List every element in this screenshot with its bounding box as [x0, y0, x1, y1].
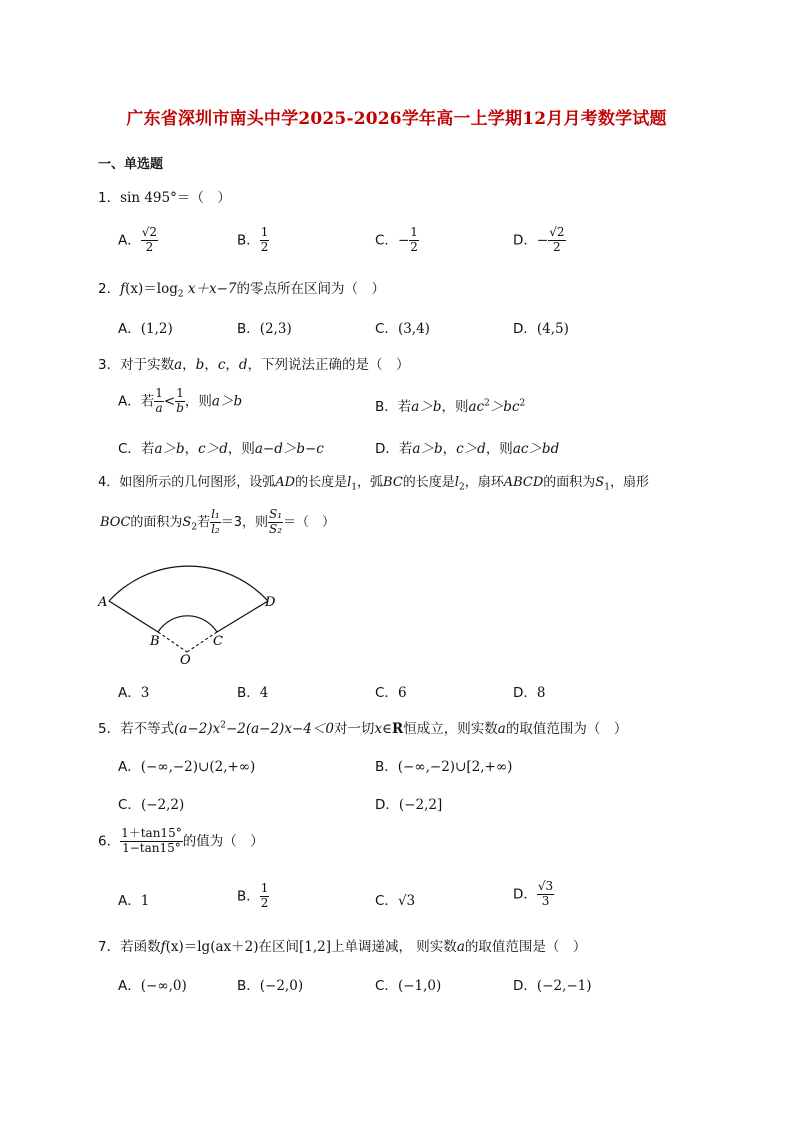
q3-option-c[interactable]: C．若a＞b，c＞d，则a−d＞b−c: [118, 441, 324, 457]
label-b: B: [150, 634, 160, 649]
q5-option-d[interactable]: D．(−2,2]: [375, 797, 443, 813]
label-c: C: [213, 634, 223, 649]
question-2: 2．$f(x)=\log_2$ x＋x−7的零点所在区间为（ ）: [98, 281, 385, 300]
q6-option-c[interactable]: C．√3: [375, 893, 416, 909]
q7-option-a[interactable]: A．(−∞,0): [118, 978, 187, 994]
question-6: 6． $\frac{1+\tan 15^\circ}{1-\tan 15^\circ}$ 的值为（ ）: [98, 826, 264, 855]
sector-ring-figure: [96, 556, 286, 668]
q2-option-b[interactable]: B．(2,3): [237, 321, 292, 337]
q6-option-d[interactable]: D． $\frac{√3}{3}$: [513, 879, 554, 908]
q4-option-a[interactable]: A．3: [118, 685, 150, 701]
q7-option-d[interactable]: D．(−2,−1): [513, 978, 592, 994]
question-3: 3．对于实数a，b，c，d，下列说法正确的是（ ）: [98, 357, 410, 373]
label-a: A: [98, 595, 108, 610]
q5-option-c[interactable]: C．(−2,2): [118, 797, 185, 813]
question-4-line-2: BOC的面积为$S_2$若 $\frac{\text{l₁}}{\text{l₂}}$ ＝3，则 $\frac{\text{S₁}}{\text{S₂}}$ ＝（ ）: [100, 507, 336, 536]
q1-option-a[interactable]: A． $\frac{√2}{2}$: [118, 225, 158, 254]
q3-option-d[interactable]: D．若a＞b，c＞d，则ac＞bd: [375, 441, 560, 457]
q6-option-b[interactable]: B． $\frac{1}{2}$: [237, 881, 269, 910]
q3-option-a[interactable]: A．若 $\frac{1}{a}$ < $\frac{1}{b}$ ，则a＞b: [118, 386, 243, 415]
radius-ob: [158, 632, 187, 652]
label-o: O: [180, 653, 191, 668]
q2-option-d[interactable]: D．(4,5): [513, 321, 569, 337]
label-d: D: [265, 595, 276, 610]
question-7: 7．若函数f(x)＝lg(ax＋2)在区间[1,2]上单调递减， 则实数a的取值范围是（ ）: [98, 939, 587, 955]
q4-option-d[interactable]: D．8: [513, 685, 546, 701]
q1-option-d[interactable]: D．− $\frac{√2}{2}$: [513, 225, 565, 254]
q4-option-b[interactable]: B．4: [237, 685, 269, 701]
q5-option-a[interactable]: A．(−∞,−2)∪(2,+∞): [118, 759, 256, 775]
q2-option-c[interactable]: C．(3,4): [375, 321, 430, 337]
exam-title: 广东省深圳市南头中学2025-2026学年高一上学期12月月考数学试题: [126, 109, 667, 129]
question-1: 1．sin 495°＝（ ）: [98, 190, 231, 206]
arc-ad: [109, 566, 268, 601]
q2-option-a[interactable]: A．(1,2): [118, 321, 173, 337]
arc-bc: [158, 616, 217, 632]
segment-ab: [109, 601, 158, 632]
q1-option-c[interactable]: C．− $\frac{1}{2}$: [375, 225, 418, 254]
segment-dc: [217, 601, 268, 632]
q3-option-b[interactable]: B．若a＞b，则$ac^2>bc^2$: [375, 398, 526, 415]
section-heading: 一、单选题: [98, 157, 164, 172]
q5-option-b[interactable]: B．(−∞,−2)∪[2,+∞): [375, 759, 513, 775]
question-4: 4．如图所示的几何图形，设弧AD的长度是$l_1$，弧BC的长度是$l_2$，扇环ABCD的面积为$S_1$，扇形: [98, 475, 649, 493]
question-5: 5．若不等式$(a-2)x^2-2(a-2)x-4<0$对一切x∈R恒成立，则实数a的取值范围为（ ）: [98, 720, 628, 737]
q7-option-c[interactable]: C．(−1,0): [375, 978, 442, 994]
q7-option-b[interactable]: B．(−2,0): [237, 978, 304, 994]
q6-option-a[interactable]: A．1: [118, 893, 150, 909]
q1-option-b[interactable]: B． $\frac{1}{2}$: [237, 225, 269, 254]
q4-option-c[interactable]: C．6: [375, 685, 407, 701]
